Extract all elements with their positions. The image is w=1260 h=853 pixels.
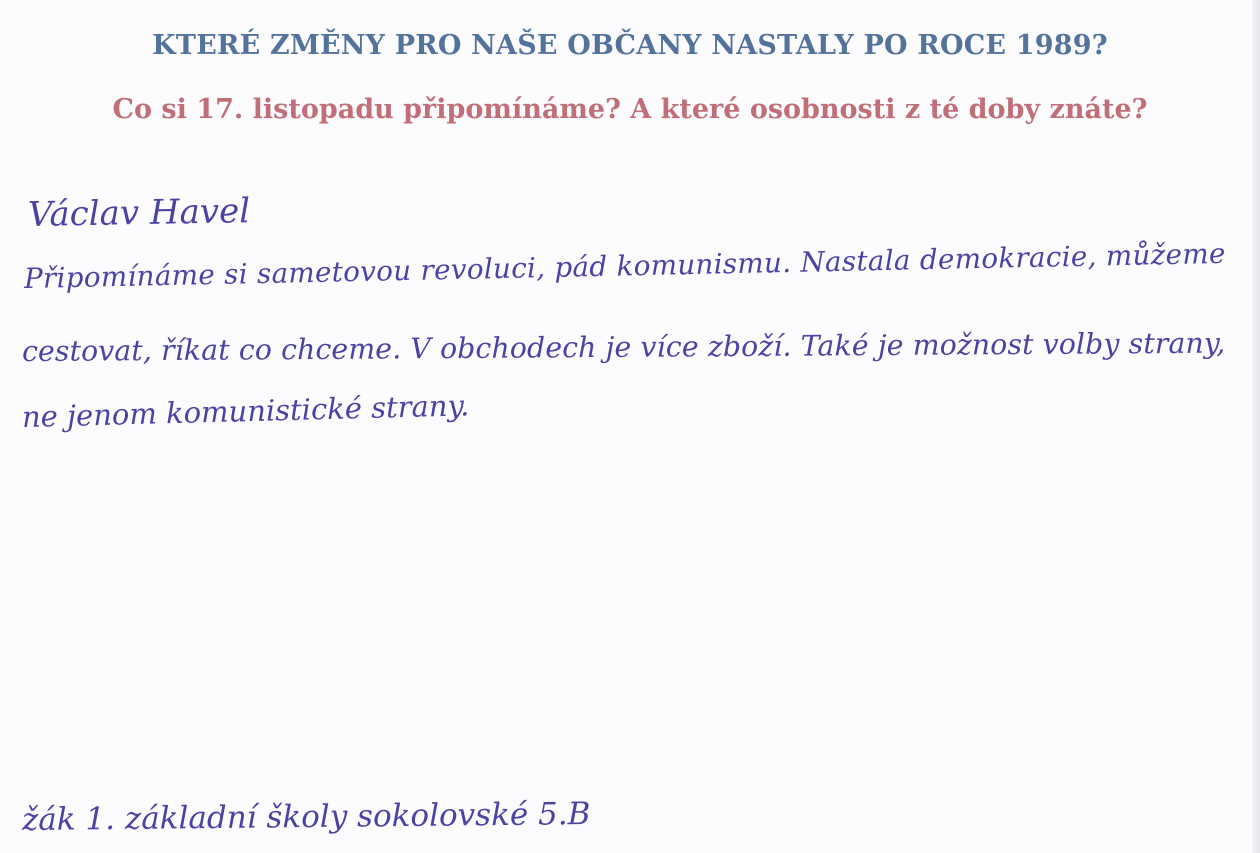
handwritten-line-1: Připomínáme si sametovou revoluci, pád komunismu. Nastala demokracie, můžeme	[23, 236, 1226, 295]
paper-edge	[1252, 0, 1260, 853]
page-title: KTERÉ ZMĚNY PRO NAŠE OBČANY NASTALY PO ROCE 1989?	[152, 30, 1108, 61]
handwritten-line-3: ne jenom komunistické strany.	[21, 388, 470, 434]
handwritten-name: Václav Havel	[27, 191, 251, 235]
handwritten-signature: žák 1. základní školy sokolovské 5.B	[21, 796, 591, 838]
handwritten-line-2: cestovat, říkat co chceme. V obchodech je více zboží. Také je možnost volby strany,	[21, 326, 1226, 368]
page-subtitle: Co si 17. listopadu připomínáme? A které osobnosti z té doby znáte?	[112, 94, 1148, 125]
